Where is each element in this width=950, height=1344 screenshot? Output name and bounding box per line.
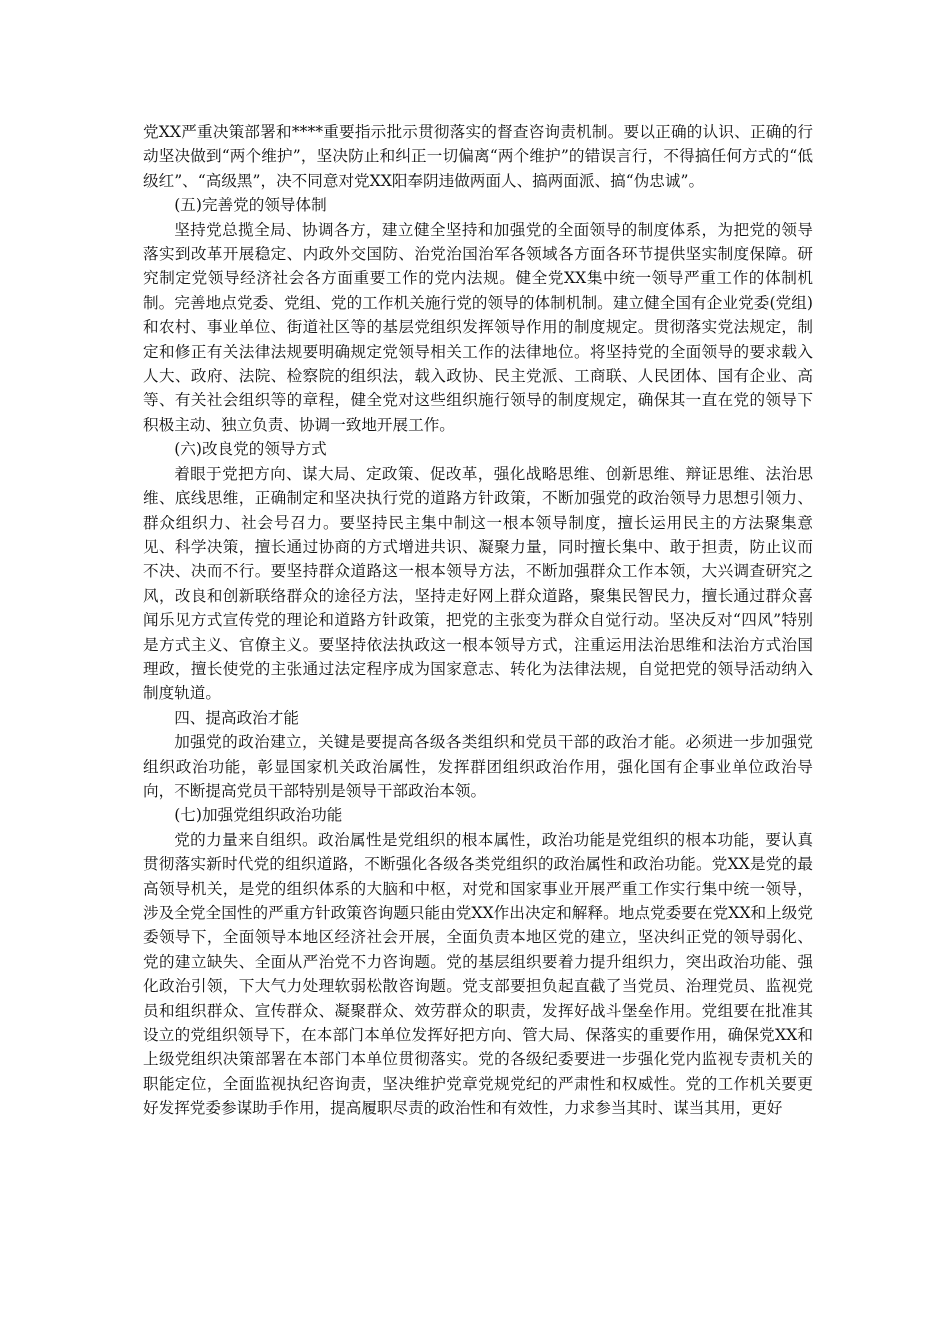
heading-part-4: 四、提高政治才能 — [174, 708, 299, 727]
document-page — [143, 120, 813, 1121]
paragraph-section-7: 党的力量来自组织。政治属性是党组织的根本属性，政治功能是党组织的根本功能，要认真贯彻落实新时代党的组织道路，不断强化各级各类党组织的政治属性和政治功能。党XX是党的最高领导机关，是党的组织体系的大脑和中枢，对党和国家事业开展严重工作实行集中统一领导，涉及全党全国性的严重方针政策咨询题只能由党XX作出决定和解释。地点党委要在党XX和上级党委领导下，全面领导本地区经济社会开展，全面负责本地区党的建立，坚决纠正党的领导弱化、党的建立缺失、全面从严治党不力咨询题。党的基层组织要着力提升组织力，突出政治功能、强化政治引领，下大气力处理软弱松散咨询题。党支部要担负起直截了当党员、治理党员、监视党员和组织群众、宣传群众、凝聚群众、效劳群众的职责，发挥好战斗堡垒作用。党组要在批准其设立的党组织领导下，在本部门本单位发挥好把方向、管大局、保落实的重要作用，确保党XX和上级党组织决策部署在本部门本单位贯彻落实。党的各级纪委要进一步强化党内监视专责机关的职能定位，全面监视执纪咨询责，坚决维护党章党规党纪的严肃性和权威性。党的工作机关要更好发挥党委参谋助手作用，提高履职尽责的政治性和有效性，力求参当其时、谋当其用，更好 — [143, 830, 813, 1118]
heading-section-5: (五)完善党的领导体制 — [174, 196, 327, 215]
paragraph-intro: 党XX严重决策部署和****重要指示批示贯彻落实的督查咨询责机制。要以正确的认识、正确的行动坚决做到“两个维护”，坚决防止和纠正一切偏离“两个维护”的错误言行，不得搞任何方式的“低级红”、“高级黑”，决不同意对党XX阳奉阴违做两面人、搞两面派、搞“伪忠诚”。 — [143, 123, 813, 190]
paragraph-section-6: 着眼于党把方向、谋大局、定政策、促改革，强化战略思维、创新思维、辩证思维、法治思维、底线思维，正确制定和坚决执行党的道路方针政策，不断加强党的政治领导力思想引领力、群众组织力、社会号召力。要坚持民主集中制这一根本领导制度，擅长运用民主的方法聚集意见、科学决策，擅长通过协商的方式增进共识、凝聚力量，同时擅长集中、敢于担责，防止议而不决、决而不行。要坚持群众道路这一根本领导方法，不断加强群众工作本领，大兴调查研究之风，改良和创新联络群众的途径方法，坚持走好网上群众道路，聚集民智民力，擅长通过群众喜闻乐见方式宣传党的理论和道路方针政策，把党的主张变为群众自觉行动。坚决反对“四风”特别是方式主义、官僚主义。要坚持依法执政这一根本领导方式，注重运用法治思维和法治方式治国理政，擅长使党的主张通过法定程序成为国家意志、转化为法律法规，自觉把党的领导活动纳入制度轨道。 — [143, 464, 813, 703]
heading-section-6: (六)改良党的领导方式 — [174, 440, 327, 459]
paragraph-section-5: 坚持党总揽全局、协调各方，建立健全坚持和加强党的全面领导的制度体系，为把党的领导落实到改革开展稳定、内政外交国防、治党治国治军各领域各方面各环节提供坚实制度保障。研究制定党领导经济社会各方面重要工作的党内法规。健全党XX集中统一领导严重工作的体制机制。完善地点党委、党组、党的工作机关施行党的领导的体制机制。建立健全国有企业党委(党组)和农村、事业单位、街道社区等的基层党组织发挥领导作用的制度规定。贯彻落实党法规定，制定和修正有关法律法规要明确规定党领导相关工作的法律地位。将坚持党的全面领导的要求载入人大、政府、法院、检察院的组织法，载入政协、民主党派、工商联、人民团体、国有企业、高等、有关社会组织等的章程，健全党对这些组织施行领导的制度规定，确保其一直在党的领导下积极主动、独立负责、协调一致地开展工作。 — [143, 220, 813, 434]
paragraph-part-4: 加强党的政治建立，关键是要提高各级各类组织和党员干部的政治才能。必须进一步加强党组织政治功能，彰显国家机关政治属性，发挥群团组织政治作用，强化国有企事业单位政治导向，不断提高党员干部特别是领导干部政治本领。 — [143, 733, 813, 800]
heading-section-7: (七)加强党组织政治功能 — [174, 806, 343, 825]
